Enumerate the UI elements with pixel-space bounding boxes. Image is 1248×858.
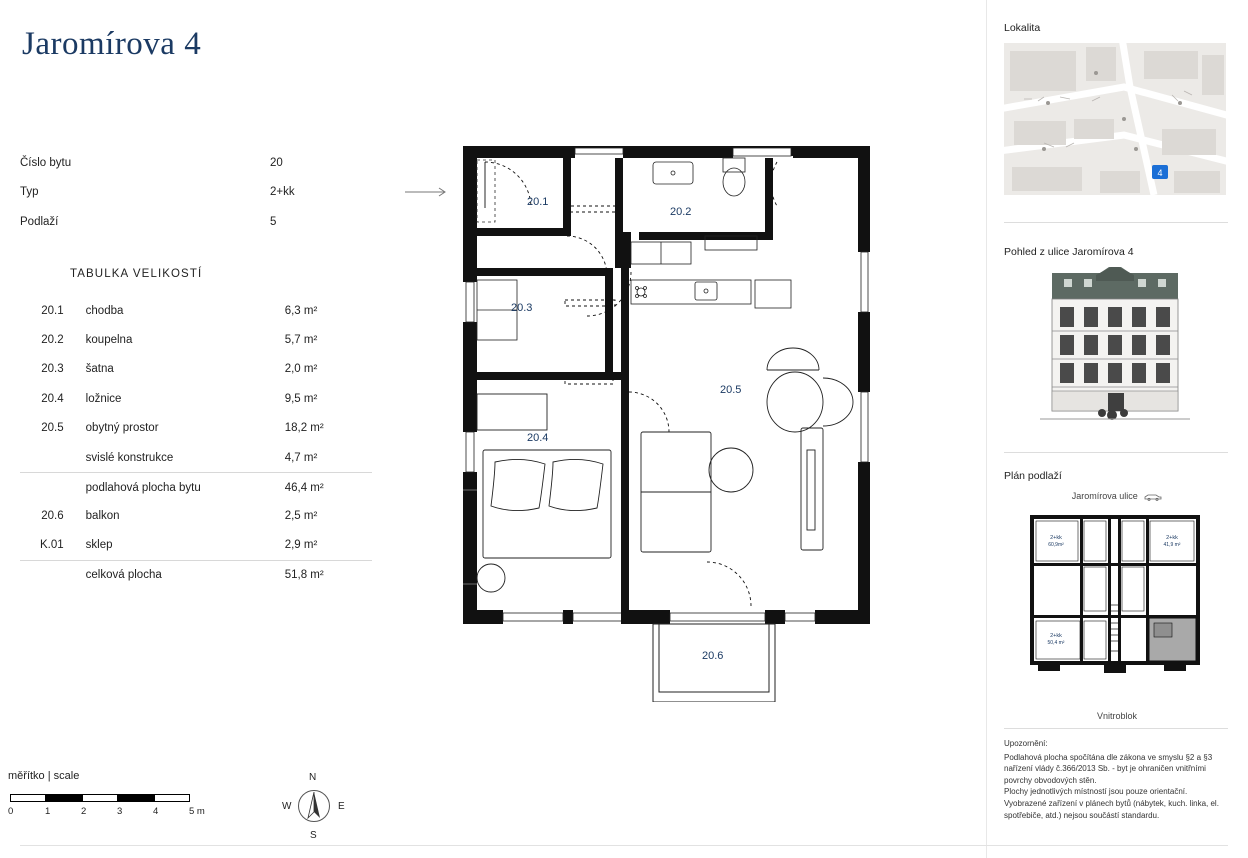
svg-text:60,9m²: 60,9m²: [1048, 542, 1064, 548]
room-name: balkon: [85, 510, 120, 523]
floor-plan-mini-graphic: [1004, 505, 1226, 701]
column-divider: [986, 0, 987, 858]
locality-title: Lokalita: [1004, 22, 1041, 34]
room-code: 20.5: [41, 422, 64, 435]
room-area: 2,9 m²: [284, 539, 318, 552]
scale-bar-group: [6, 770, 236, 820]
divider: [1004, 452, 1228, 453]
locality-block: [1004, 22, 1230, 195]
room-area: 6,3 m²: [284, 304, 318, 317]
info-label: Typ: [20, 186, 39, 199]
table-row: [20, 414, 372, 443]
room-area: 51,8 m²: [284, 569, 324, 582]
compass-rose: [278, 772, 350, 844]
table-row: [20, 443, 372, 472]
disclaimer-paragraph-3: Vyobrazené zařízení v plánech bytů (nábytek, kuch. linka, el. spotřebiče, atd.) nejsou součástí standardu.: [1004, 798, 1219, 820]
room-area: 2,0 m²: [284, 363, 318, 376]
room-code: 20.2: [41, 334, 64, 347]
room-name: svislé konstrukce: [85, 451, 174, 464]
disclaimer-paragraph-1: Podlahová plocha spočítána dle zákona ve smyslu §2 a §3 nařízení vlády č.366/2013 Sb. - byt je ohraničen vnitřními povrchy obvodových stěn.: [1004, 752, 1213, 785]
sizes-table: [20, 296, 372, 590]
room-name: šatna: [85, 363, 114, 376]
car-icon: [1144, 493, 1162, 501]
svg-text:50,4 m²: 50,4 m²: [1047, 640, 1065, 646]
table-row-subtotal: [20, 472, 372, 501]
table-row: [20, 384, 372, 413]
disclaimer-paragraph-2: Plochy jednotlivých místností jsou pouze orientační.: [1004, 787, 1188, 797]
scale-label-divider: |: [47, 770, 51, 782]
floor-plan-title: Plán podlaží: [1004, 470, 1062, 482]
info-value: 2+kk: [270, 186, 295, 199]
scale-segment: [82, 794, 118, 802]
room-label-20-5: 20.5: [720, 384, 742, 396]
room-name: koupelna: [85, 334, 133, 347]
scale-ticks: [6, 806, 221, 820]
apartment-floor-plan: [455, 132, 880, 702]
table-row: [20, 325, 372, 354]
floor-plan-courtyard-label: Vnitroblok: [1096, 711, 1138, 721]
svg-text:4: 4: [1157, 168, 1163, 178]
svg-text:2+kk: 2+kk: [1050, 535, 1062, 541]
info-row: [20, 148, 370, 178]
table-row-total: [20, 561, 372, 590]
street-view-title: Pohled z ulice Jaromírova 4: [1004, 246, 1134, 258]
compass-south-label: S: [310, 830, 317, 841]
scale-segment: [46, 794, 82, 802]
scale-tick: 3: [117, 806, 123, 817]
scale-tick: 4: [153, 806, 159, 817]
floor-plan-minimap[interactable]: [1004, 505, 1226, 715]
info-value: 20: [270, 156, 283, 169]
room-label-20-3: 20.3: [511, 302, 533, 314]
room-name: podlahová plocha bytu: [85, 481, 201, 494]
room-code: 20.4: [41, 392, 64, 405]
compass-west-label: W: [282, 801, 292, 812]
scale-tick: 5 m: [189, 806, 205, 817]
info-value: 5: [270, 215, 277, 228]
room-label-20-1: 20.1: [527, 196, 549, 208]
room-name: celková plocha: [85, 569, 162, 582]
room-code: 20.3: [41, 363, 64, 376]
scale-bar: [10, 794, 190, 802]
room-code: K.01: [39, 539, 64, 552]
room-area: 5,7 m²: [284, 334, 318, 347]
floor-plan-street-label: Jaromírova ulice: [1004, 491, 1230, 501]
building-elevation: [1004, 267, 1226, 419]
room-area: 46,4 m²: [284, 481, 324, 494]
scale-label: [6, 770, 236, 782]
table-row: [20, 502, 372, 531]
room-code: 20.1: [41, 304, 64, 317]
svg-text:2+kk: 2+kk: [1050, 633, 1062, 639]
floor-plan-block: [1004, 470, 1230, 721]
room-label-20-2: 20.2: [670, 206, 692, 218]
room-area: 9,5 m²: [284, 392, 318, 405]
scale-tick: 0: [8, 806, 14, 817]
svg-text:2+kk: 2+kk: [1166, 535, 1178, 541]
street-view-block: [1004, 246, 1230, 419]
building-elevation-graphic: [1004, 267, 1226, 427]
locality-minimap[interactable]: [1004, 43, 1226, 195]
scale-tick: 1: [45, 806, 51, 817]
compass-needle-icon: [306, 792, 322, 822]
scale-tick: 2: [81, 806, 87, 817]
disclaimer-heading: Upozornění:: [1004, 739, 1048, 748]
right-sidebar: [1000, 0, 1248, 858]
table-row: [20, 296, 372, 325]
scale-label-en: scale: [53, 770, 80, 782]
room-area: 4,7 m²: [284, 451, 318, 464]
page-title: Jaromírova 4: [22, 26, 202, 62]
room-area: 18,2 m²: [284, 422, 324, 435]
room-name: obytný prostor: [85, 422, 159, 435]
scale-label-cz: měřítko: [8, 770, 45, 782]
locality-map-graphic: [1004, 43, 1226, 195]
room-code: 20.6: [41, 510, 64, 523]
room-name: chodba: [85, 304, 124, 317]
room-area: 2,5 m²: [284, 510, 318, 523]
compass-north-label: N: [309, 772, 317, 783]
footer-divider: [20, 845, 1228, 846]
info-label: Podlaží: [20, 215, 59, 228]
sizes-table-heading: TABULKA VELIKOSTÍ: [70, 268, 203, 280]
compass-east-label: E: [338, 801, 345, 812]
table-row: [20, 531, 372, 560]
floor-plan-drawing: [455, 132, 880, 702]
room-label-20-4: 20.4: [527, 432, 549, 444]
scale-segment: [10, 794, 46, 802]
room-label-20-6: 20.6: [702, 650, 724, 662]
room-name: ložnice: [85, 392, 122, 405]
entrance-arrow-icon: [405, 186, 451, 198]
info-row: [20, 207, 370, 237]
divider: [1004, 222, 1228, 223]
scale-segment: [118, 794, 154, 802]
divider: [1004, 728, 1228, 729]
disclaimer-block: [1004, 738, 1236, 821]
table-row: [20, 355, 372, 384]
info-row: [20, 178, 370, 208]
room-name: sklep: [85, 539, 113, 552]
info-label: Číslo bytu: [20, 156, 72, 169]
scale-segment: [154, 794, 190, 802]
svg-text:41,9 m²: 41,9 m²: [1163, 542, 1181, 548]
apartment-info-table: [20, 148, 370, 237]
